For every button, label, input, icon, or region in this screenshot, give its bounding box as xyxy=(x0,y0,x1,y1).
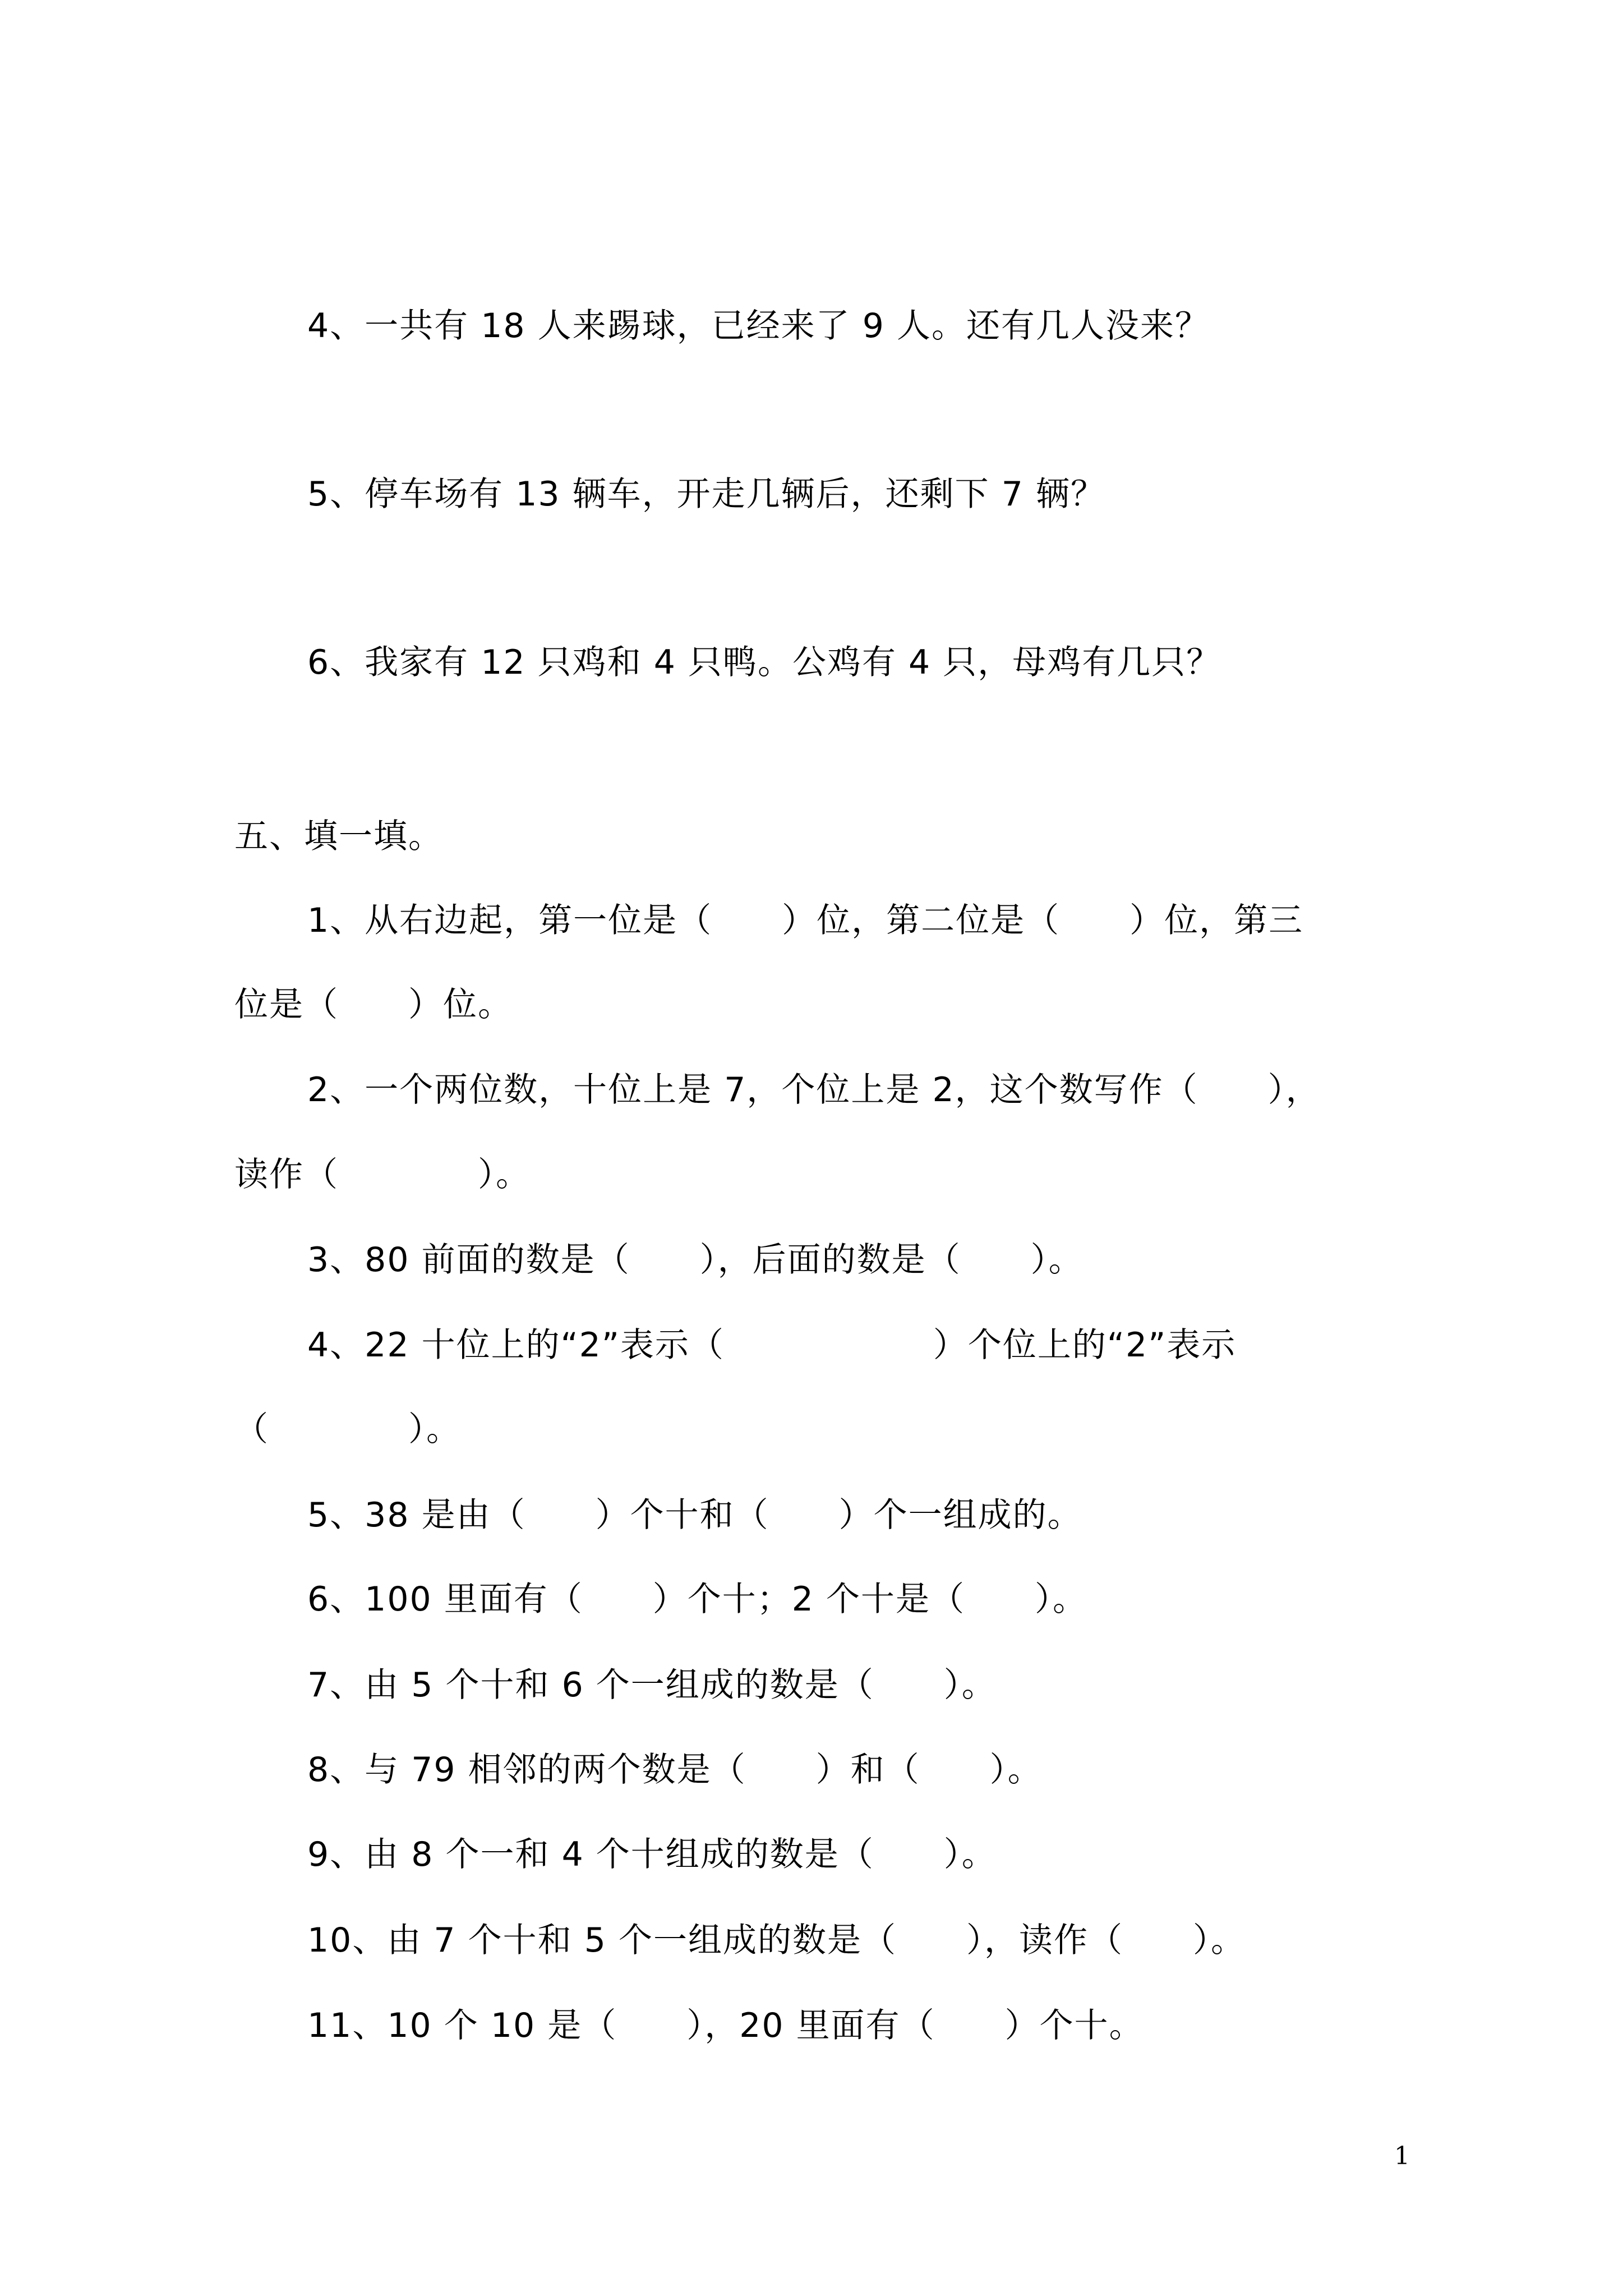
fill-item-3: 3、80 前面的数是（ ），后面的数是（ ）。 xyxy=(307,1240,1083,1280)
fill-item-11: 11、10 个 10 是（ ），20 里面有（ ）个十。 xyxy=(307,2006,1144,2045)
fill-item-9: 9、由 8 个一和 4 个十组成的数是（ ）。 xyxy=(307,1835,997,1874)
fill-item-6: 6、100 里面有（ ）个十；2 个十是（ ）。 xyxy=(307,1580,1088,1619)
fill-item-1-line-2: 位是（ ）位。 xyxy=(234,985,513,1024)
word-problem-4: 4、一共有 18 人来踢球，已经来了 9 人。还有几人没来？ xyxy=(307,306,1210,346)
word-problem-6: 6、我家有 12 只鸡和 4 只鸭。公鸡有 4 只，母鸡有几只？ xyxy=(307,643,1221,682)
fill-item-5: 5、38 是由（ ）个十和（ ）个一组成的。 xyxy=(307,1496,1082,1535)
fill-item-2-line-2: 读作（ ）。 xyxy=(234,1155,531,1194)
fill-item-4-line-2: （ ）。 xyxy=(234,1410,461,1449)
word-problem-5: 5、停车场有 13 辆车，开走几辆后，还剩下 7 辆？ xyxy=(307,475,1105,514)
fill-item-1-line-1: 1、从右边起，第一位是（ ）位，第二位是（ ）位，第三 xyxy=(307,901,1304,940)
page-number: 1 xyxy=(1394,2142,1410,2170)
fill-item-4-line-1: 4、22 十位上的“2”表示（ ）个位上的“2”表示 xyxy=(307,1326,1237,1365)
fill-item-7: 7、由 5 个十和 6 个一组成的数是（ ）。 xyxy=(307,1665,997,1705)
section-five-heading: 五、填一填。 xyxy=(234,817,443,856)
fill-item-8: 8、与 79 相邻的两个数是（ ）和（ ）。 xyxy=(307,1750,1043,1789)
fill-item-2-line-1: 2、一个两位数，十位上是 7，个位上是 2，这个数写作（ ）， xyxy=(307,1070,1321,1110)
fill-item-10: 10、由 7 个十和 5 个一组成的数是（ ），读作（ ）。 xyxy=(307,1921,1246,1960)
